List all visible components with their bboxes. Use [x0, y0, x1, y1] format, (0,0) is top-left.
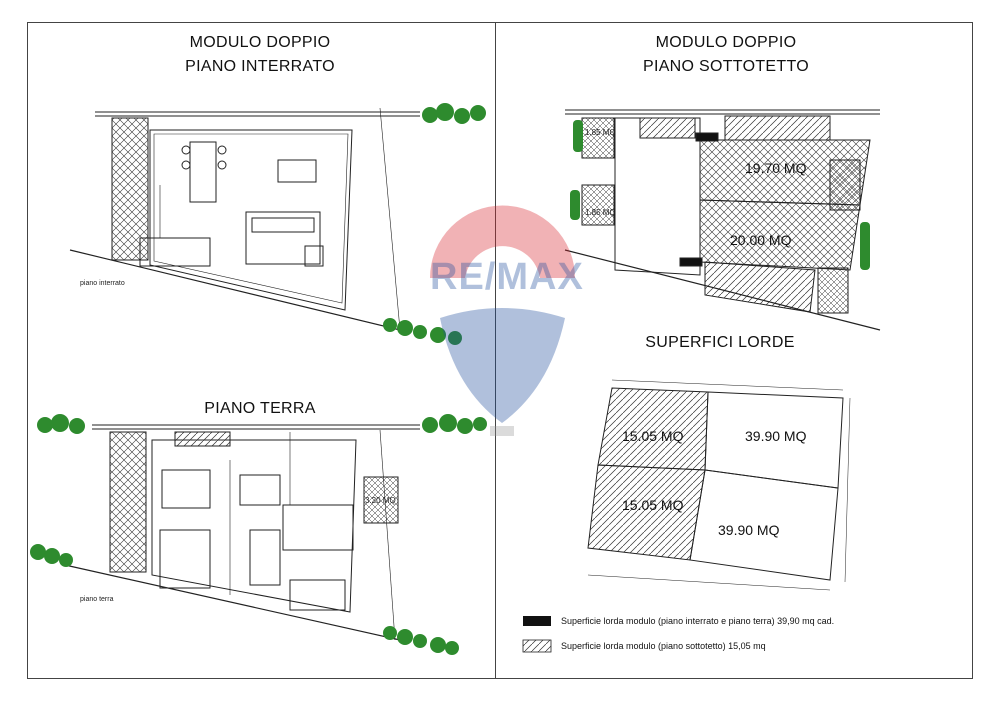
- tree-icon: [383, 626, 459, 655]
- area-superficie-2: 39.90 MQ: [745, 428, 807, 444]
- watermark-text: RE/MAX: [430, 256, 584, 298]
- title-superfici-lorde: SUPERFICI LORDE: [645, 334, 795, 351]
- legend-solid-swatch: [523, 616, 551, 626]
- plan-interrato: [70, 108, 420, 330]
- legend-solid-text: Superficie lorda modulo (piano interrato e piano terra) 39,90 mq cad.: [561, 616, 835, 626]
- area-superficie-1: 15.05 MQ: [622, 428, 684, 444]
- area-small-1: 1.85 MQ: [585, 128, 616, 137]
- legend-hatched-swatch: [523, 640, 551, 652]
- area-sottotetto-2: 20.00 MQ: [730, 232, 792, 248]
- remax-balloon-logo: [420, 198, 585, 438]
- area-terra-small: 3.20 MQ: [365, 496, 396, 505]
- label-piano-interrato: piano interrato: [80, 280, 125, 287]
- title-piano-terra: PIANO TERRA: [204, 400, 316, 417]
- title-modulo-doppio-left: MODULO DOPPIO: [189, 34, 331, 51]
- legend-hatched-text: Superficie lorda modulo (piano sottotetto) 15,05 mq: [561, 641, 766, 651]
- title-piano-interrato: PIANO INTERRATO: [185, 58, 335, 75]
- tree-icon: [30, 544, 73, 567]
- plan-terra: [65, 425, 420, 640]
- title-piano-sottotetto: PIANO SOTTOTETTO: [642, 58, 809, 75]
- plan-superfici: [588, 380, 850, 590]
- tree-icon: [422, 103, 486, 124]
- area-small-2: 1.85 MQ: [585, 208, 616, 217]
- area-superficie-3: 15.05 MQ: [622, 497, 684, 513]
- plan-sottotetto: [565, 110, 880, 330]
- label-piano-terra: piano terra: [80, 596, 114, 603]
- area-sottotetto-1: 19.70 MQ: [745, 160, 807, 176]
- area-superficie-4: 39.90 MQ: [718, 522, 780, 538]
- title-modulo-doppio-right: MODULO DOPPIO: [655, 34, 797, 51]
- tree-icon: [37, 414, 85, 434]
